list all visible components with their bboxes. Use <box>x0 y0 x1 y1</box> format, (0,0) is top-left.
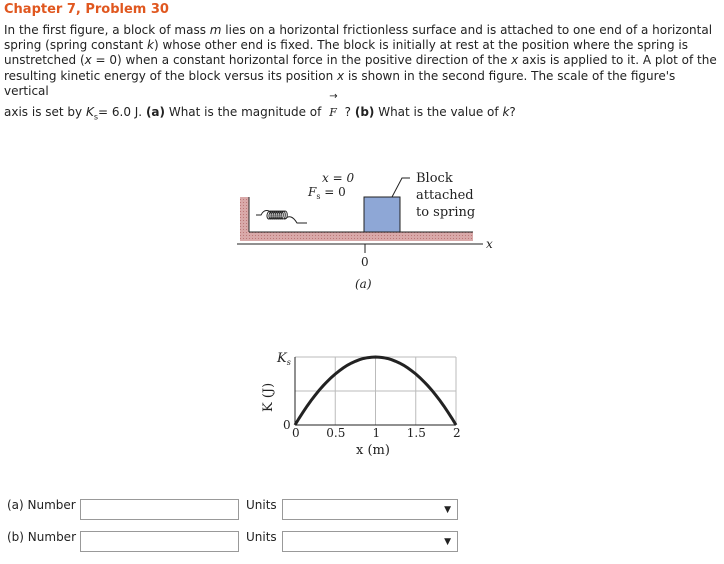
x-axis-label: x (m) <box>356 443 390 458</box>
text: = 6.0 J. <box>98 105 146 119</box>
var-ks: K <box>85 105 94 119</box>
block-label: to spring <box>416 205 476 220</box>
text: axis is applied to it. A plot of the resulting kinetic energy of the block versus its position <box>4 53 717 83</box>
block-label: Block <box>416 171 453 186</box>
text: What is the magnitude of <box>165 105 326 119</box>
text: What is the value of <box>374 105 503 119</box>
fs-label <box>307 185 346 201</box>
problem-title: Chapter 7, Problem 30 <box>4 2 169 17</box>
units-label-b: Units <box>246 530 277 544</box>
part-b: (b) <box>354 105 375 119</box>
ytick-k: K <box>277 351 287 366</box>
x-axis-label: x <box>486 237 493 251</box>
floor <box>240 232 473 241</box>
spring <box>256 211 307 224</box>
figure-a <box>0 160 724 300</box>
text: is shown in the second figure. The scale of the figure's vertical <box>4 68 676 98</box>
var-F: F <box>329 106 337 119</box>
xtick-label: 1 <box>372 426 381 440</box>
problem-text <box>4 23 720 99</box>
sub: s <box>93 112 98 122</box>
fs: F <box>308 185 317 199</box>
var-x: x <box>337 68 345 83</box>
ytick-sub: s <box>286 358 291 367</box>
number-input-b[interactable] <box>80 531 239 552</box>
part-a: (a) <box>145 105 166 119</box>
y-axis-label: K (J) <box>261 382 276 412</box>
block-label: attached <box>416 188 474 203</box>
units-select-b[interactable] <box>282 531 458 552</box>
vector-arrow-icon: → <box>329 91 338 102</box>
number-label-a: (a) Number <box>7 498 76 512</box>
question-text <box>4 91 516 122</box>
x0-label: x = 0 <box>322 171 355 185</box>
fs-val: = 0 <box>320 185 346 199</box>
text: ? <box>340 105 355 119</box>
number-label-b: (b) Number <box>7 530 76 544</box>
var-m: m <box>209 23 222 37</box>
text: In the first figure, a block of mass <box>4 23 210 37</box>
text: = 0) when a constant horizontal force in the positive direction of the <box>91 53 512 68</box>
var-k: k <box>502 105 510 119</box>
text: lies on a horizontal frictionless surface and is attached to one end of a horizontal spring (spring constant <box>4 23 713 53</box>
force-vector <box>329 91 338 119</box>
var-k: k <box>147 38 154 53</box>
var-x: x <box>84 53 92 68</box>
fs-sub: s <box>316 192 321 201</box>
units-select-a[interactable] <box>282 499 458 520</box>
xtick-label: 0.5 <box>326 426 346 440</box>
dropdown-arrow-icon: ▼ <box>444 505 451 515</box>
block <box>364 197 400 232</box>
zero-label: 0 <box>361 255 369 269</box>
xtick-label: 0 <box>292 426 300 440</box>
ytick-0: 0 <box>283 418 291 432</box>
var-x: x <box>511 53 519 68</box>
ytick-ks <box>276 351 291 367</box>
kinetic-energy-chart <box>0 340 724 460</box>
text: ) whose other end is fixed. The block is initially at rest at the position where the spring is unstretched ( <box>4 38 688 68</box>
xtick-label: 2 <box>453 426 461 440</box>
caption-a: (a) <box>355 277 372 291</box>
text: ? <box>509 105 516 119</box>
number-input-a[interactable] <box>80 499 239 520</box>
dropdown-arrow-icon: ▼ <box>444 537 451 547</box>
units-label-a: Units <box>246 498 277 512</box>
xtick-label: 1.5 <box>406 426 426 440</box>
text: axis is set by <box>4 105 86 119</box>
block-leader-line <box>392 178 410 197</box>
